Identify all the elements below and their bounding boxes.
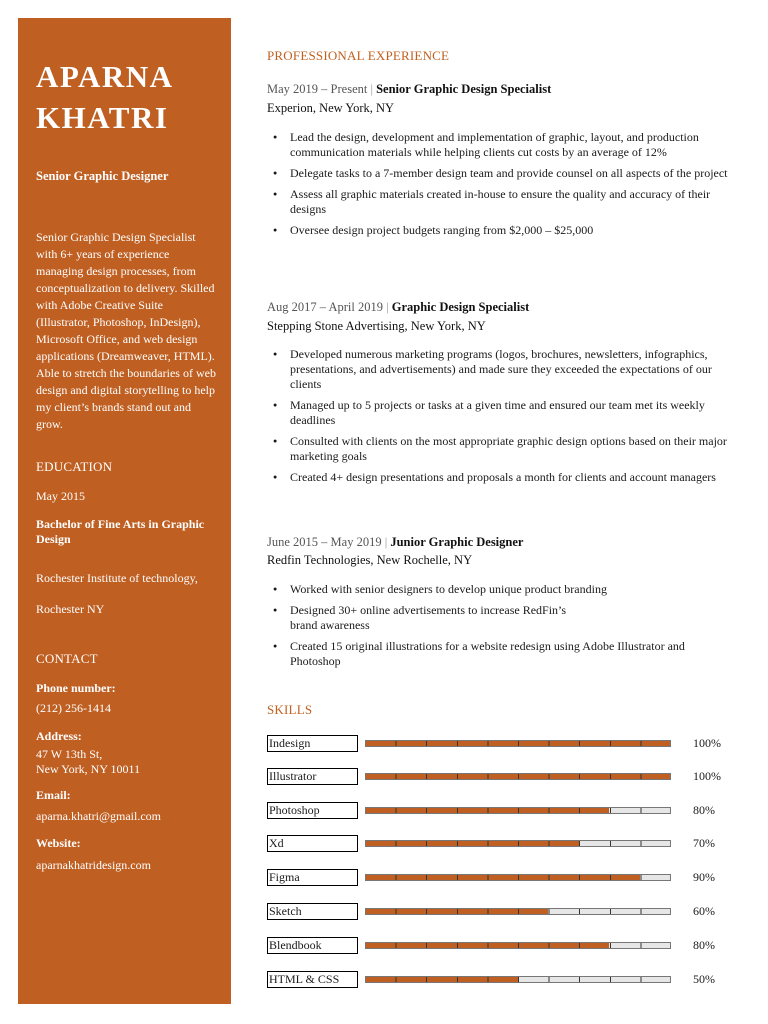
skill-ticks	[366, 943, 670, 948]
skill-ticks	[366, 808, 670, 813]
skill-name: Illustrator	[267, 768, 358, 785]
skill-row	[267, 903, 747, 920]
skill-name: Indesign	[267, 735, 358, 752]
skill-bar	[365, 740, 671, 747]
skill-name: Xd	[267, 835, 358, 852]
skill-row	[267, 768, 747, 785]
job-1-dates: May 2019 – Present	[267, 82, 368, 96]
email-label: Email:	[36, 788, 71, 802]
job-1-title: Senior Graphic Design Specialist	[376, 82, 552, 96]
skill-row	[267, 869, 747, 886]
skill-percent: 80%	[693, 803, 715, 817]
list-item: ● Consulted with clients on the most appropriate graphic design options based on their major marketing goals	[267, 434, 737, 464]
job-3-bullets	[267, 582, 737, 675]
list-item: ● Created 4+ design presentations and proposals a month for clients and account managers	[267, 470, 737, 485]
skill-name: Photoshop	[267, 802, 358, 819]
skill-ticks	[366, 841, 670, 846]
skill-bar	[365, 976, 671, 983]
job-3-dates: June 2015 – May 2019	[267, 535, 382, 549]
skill-bar	[365, 942, 671, 949]
job-3-title: Junior Graphic Designer	[390, 535, 524, 549]
email-value[interactable]: aparna.khatri@gmail.com	[36, 809, 162, 823]
skill-ticks	[366, 977, 670, 982]
phone-value: (212) 256-1414	[36, 701, 111, 715]
skill-percent: 100%	[693, 736, 721, 750]
job-2-header	[267, 300, 529, 315]
skill-row	[267, 735, 747, 752]
website-value[interactable]: aparnakhatridesign.com	[36, 858, 151, 872]
skill-row	[267, 971, 747, 988]
list-item: ● Delegate tasks to a 7-member design team and provide counsel on all aspects of the project	[267, 166, 737, 181]
skill-row	[267, 835, 747, 852]
list-item: ● Worked with senior designers to develop unique product branding	[267, 582, 737, 597]
address-label: Address:	[36, 729, 82, 743]
skill-name: Blendbook	[267, 937, 358, 954]
list-item: ● Developed numerous marketing programs (logos, brochures, newsletters, infographics, presentations, and advertisements) and made sure they exceeded the expectations of our clients	[267, 347, 737, 392]
skill-bar	[365, 773, 671, 780]
skill-ticks	[366, 909, 670, 914]
skill-bar	[365, 908, 671, 915]
skill-percent: 50%	[693, 972, 715, 986]
name-line-1: APARNA	[36, 59, 174, 94]
headline: Senior Graphic Designer	[36, 169, 169, 183]
skills-heading: SKILLS	[267, 702, 313, 717]
skill-ticks	[366, 741, 670, 746]
list-item: ● Managed up to 5 projects or tasks at a given time and ensured our team met its weekly deadlines	[267, 398, 737, 428]
address-line-1: 47 W 13th St,	[36, 747, 103, 761]
summary: Senior Graphic Design Specialist with 6+ years of experience managing design processes, from conceptualization to delivery. Skilled with Adobe Creative Suite (Illustrator, Photoshop, InDesign), Microsoft Office, and web design applications (Dreamweaver, HTML). Able to stretch the boundaries of web design and digital storytelling to help my client’s brands stand out and grow.	[36, 230, 216, 431]
skill-name: HTML & CSS	[267, 971, 358, 988]
skill-row	[267, 802, 747, 819]
candidate-name	[36, 56, 174, 138]
skill-name: Figma	[267, 869, 358, 886]
education-date: May 2015	[36, 489, 85, 503]
phone-label: Phone number:	[36, 681, 116, 695]
skill-name: Sketch	[267, 903, 358, 920]
list-item: ● Oversee design project budgets ranging from $2,000 – $25,000	[267, 223, 737, 238]
job-2-dates: Aug 2017 – April 2019	[267, 300, 383, 314]
separator: |	[382, 300, 392, 314]
list-item: ● Designed 30+ online advertisements to increase RedFin’s brand awareness	[267, 603, 587, 633]
list-item: ● Assess all graphic materials created in-house to ensure the quality and accuracy of their designs	[267, 187, 737, 217]
skill-ticks	[366, 774, 670, 779]
job-3-company: Redfin Technologies, New Rochelle, NY	[267, 553, 473, 567]
skill-row	[267, 937, 747, 954]
job-2-bullets	[267, 347, 737, 491]
education-location: Rochester NY	[36, 602, 105, 616]
skill-percent: 80%	[693, 938, 715, 952]
sidebar	[18, 18, 231, 1004]
job-2-company: Stepping Stone Advertising, New York, NY	[267, 319, 486, 333]
list-item: ● Lead the design, development and implementation of graphic, layout, and production communication materials while helping clients cut costs by an average of 12%	[267, 130, 737, 160]
skill-percent: 60%	[693, 904, 715, 918]
job-1-header	[267, 82, 551, 97]
list-item: ● Created 15 original illustrations for a website redesign using Adobe Illustrator and Photoshop	[267, 639, 737, 669]
skill-percent: 100%	[693, 769, 721, 783]
job-1-bullets	[267, 130, 737, 244]
job-2-title: Graphic Design Specialist	[391, 300, 530, 314]
skill-percent: 90%	[693, 870, 715, 884]
website-label: Website:	[36, 836, 81, 850]
name-line-2: KHATRI	[36, 100, 169, 135]
address-line-2: New York, NY 10011	[36, 762, 141, 776]
skill-bar	[365, 840, 671, 847]
job-3-header	[267, 535, 523, 550]
contact-heading: CONTACT	[36, 651, 98, 666]
skill-ticks	[366, 875, 670, 880]
education-school: Rochester Institute of technology,	[36, 571, 198, 585]
separator: |	[381, 535, 391, 549]
skill-percent: 70%	[693, 836, 715, 850]
skill-bar	[365, 807, 671, 814]
education-heading: EDUCATION	[36, 459, 113, 474]
job-1-company: Experion, New York, NY	[267, 101, 395, 115]
separator: |	[367, 82, 377, 96]
skill-bar	[365, 874, 671, 881]
education-degree: Bachelor of Fine Arts in Graphic Design	[36, 517, 205, 546]
experience-heading: PROFESSIONAL EXPERIENCE	[267, 48, 450, 63]
